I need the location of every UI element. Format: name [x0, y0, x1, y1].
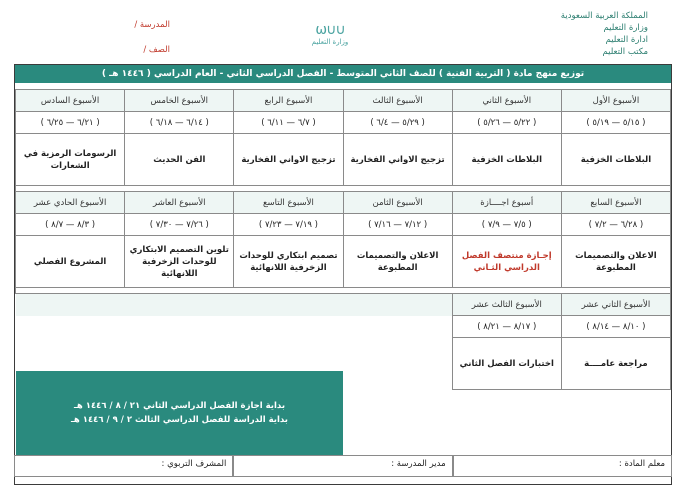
date-cell: ( ٥/٢٩ — ٦/٤ )	[343, 112, 452, 134]
school-label: المدرسة /	[134, 20, 170, 30]
notice-line-1: بداية اجازة الفصل الدراسي الثاني ٢١ / ٨ / ١٤٤٦ هـ	[74, 401, 286, 411]
ministry-header	[561, 10, 648, 58]
lesson-cell: تزجيج الاواني الفخارية	[234, 134, 343, 186]
empty-cell	[16, 316, 453, 338]
date-cell: ( ٨/١٠ — ٨/١٤ )	[561, 316, 670, 338]
week-cell: الأسبوع الحادي عشر	[16, 192, 125, 214]
header-line-4: مكتب التعليم	[602, 47, 648, 57]
lesson-cell: الاعلان والتصميمات المطبوعة	[343, 236, 452, 288]
date-cell: ( ٧/٢٦ — ٧/٣٠ )	[125, 214, 234, 236]
week-cell: الأسبوع الخامس	[125, 90, 234, 112]
lesson-cell: الاعلان والتصميمات المطبوعة	[561, 236, 670, 288]
week-cell: الأسبوع الثاني	[452, 90, 561, 112]
lesson-cell: الرسومات الرمزية في الشعارات	[16, 134, 125, 186]
notice-banner	[16, 371, 343, 455]
week-cell: الأسبوع السادس	[16, 90, 125, 112]
week-cell: الأسبوع الثالث	[343, 90, 452, 112]
date-cell: ( ٨/١٧ — ٨/٢١ )	[452, 316, 561, 338]
table-row	[16, 316, 671, 338]
table-row	[16, 112, 671, 134]
notice-line-2: بداية الدراسة للفصل الدراسي الثالث ٢ / ٩ / ١٤٤٦ هـ	[71, 415, 288, 425]
signature-footer	[14, 455, 672, 477]
lesson-cell: اختبارات الفصل الثاني	[452, 338, 561, 390]
date-cell: ( ٦/٧ — ٦/١١ )	[234, 112, 343, 134]
date-cell: ( ٥/٢٢ — ٥/٢٦ )	[452, 112, 561, 134]
date-cell: ( ٦/١٤ — ٦/١٨ )	[125, 112, 234, 134]
empty-cell	[16, 294, 453, 316]
week-cell: الأسبوع الثامن	[343, 192, 452, 214]
week-cell: الأسبوع الثاني عشر	[561, 294, 670, 316]
week-cell: الأسبوع العاشر	[125, 192, 234, 214]
date-cell: ( ٧/١٩ — ٧/٢٣ )	[234, 214, 343, 236]
lesson-cell: البلاطات الخزفية	[452, 134, 561, 186]
lesson-cell: مراجعة عامــــة	[561, 338, 670, 390]
week-cell: الأسبوع الرابع	[234, 90, 343, 112]
lesson-cell: المشروع الفصلي	[16, 236, 125, 288]
ministry-logo	[290, 22, 370, 56]
week-cell: أسبوع اجــــازة	[452, 192, 561, 214]
page-title: توزيع منهج مادة ( التربية الفنية ) للصف الثاني المتوسط - الفصل الدراسي الثاني - العام الدراسي ( ١٤٤٦ هـ )	[15, 65, 671, 83]
header-line-1: المملكة العربية السعودية	[560, 11, 648, 21]
teacher-field: معلم المادة :	[453, 455, 672, 477]
lesson-cell: تصميم ابتكاري للوحدات الزخرفية اللانهائية	[234, 236, 343, 288]
table-row	[16, 134, 671, 186]
curriculum-table	[15, 89, 671, 390]
date-cell: ( ٦/٢٨ — ٧/٢ )	[561, 214, 670, 236]
date-cell: ( ٥/١٥ — ٥/١٩ )	[561, 112, 670, 134]
table-row	[16, 214, 671, 236]
logo-text: وزارة التعليم	[311, 38, 349, 46]
table-row	[16, 236, 671, 288]
lesson-cell: الفن الحديث	[125, 134, 234, 186]
week-cell: الأسبوع التاسع	[234, 192, 343, 214]
grade-label: الصف /	[143, 45, 170, 55]
week-cell: الأسبوع الثالث عشر	[452, 294, 561, 316]
date-cell: ( ٧/٥ — ٧/٩ )	[452, 214, 561, 236]
week-cell: الأسبوع الأول	[561, 90, 670, 112]
lesson-cell: تلوين التصميم الابتكاري للوحدات الزخرفية اللانهائية	[125, 236, 234, 288]
date-cell: ( ٦/٢١ — ٦/٢٥ )	[16, 112, 125, 134]
table-row	[16, 294, 671, 316]
logo-mark-icon: ω∪∪	[315, 22, 345, 38]
week-cell: الأسبوع السابع	[561, 192, 670, 214]
principal-field: مدير المدرسة :	[233, 455, 452, 477]
school-info	[100, 13, 170, 63]
table-row	[16, 192, 671, 214]
date-cell: ( ٧/١٢ — ٧/١٦ )	[343, 214, 452, 236]
table-row	[16, 90, 671, 112]
supervisor-field: المشرف التربوي :	[14, 455, 233, 477]
curriculum-frame	[14, 64, 672, 485]
lesson-cell: البلاطات الخزفية	[561, 134, 670, 186]
header-line-3: ادارة التعليم	[605, 35, 648, 45]
lesson-cell: تزجيج الاواني الفخارية	[343, 134, 452, 186]
date-cell: ( ٨/٣ — ٨/٧ )	[16, 214, 125, 236]
header-line-2: وزارة التعليم	[603, 23, 648, 33]
holiday-cell: إجـازة منتصف الفصل الدراسي الثـاني	[452, 236, 561, 288]
